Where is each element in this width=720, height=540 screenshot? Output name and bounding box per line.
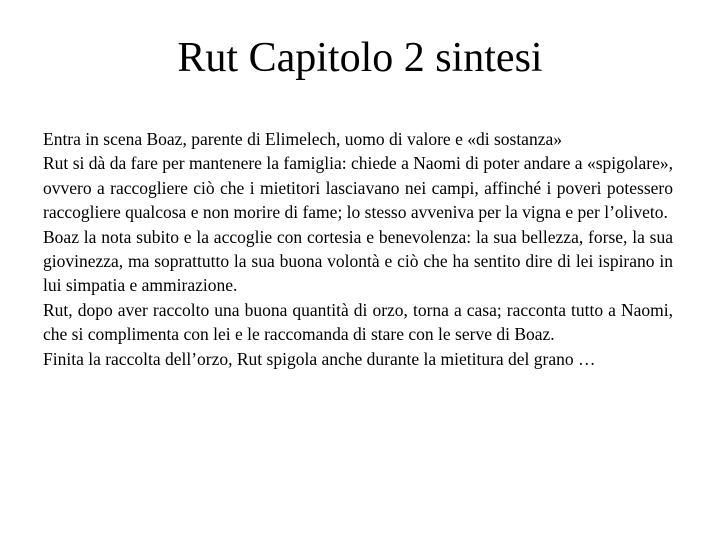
paragraph-spigolare: Rut si dà da fare per mantenere la famiglia: chiede a Naomi di poter andare a «spigolare», ovvero a raccogliere ciò che i mietitori lasciavano nei campi, affinché i poveri potessero raccogliere qualcosa e non morire di fame; lo stesso avveniva per la vigna e per l’oliveto.	[43, 153, 673, 223]
slide-title: Rut Capitolo 2 sintesi	[177, 35, 543, 81]
slide-body	[43, 127, 673, 371]
paragraph-boaz-intro: Entra in scena Boaz, parente di Elimelech, uomo di valore e «di sostanza»	[43, 129, 562, 149]
paragraph-boaz-notices: Boaz la nota subito e la accoglie con cortesia e benevolenza: la sua bellezza, forse, la sua giovinezza, ma soprattutto la sua buona volontà e ciò che ha sentito dire di lei ispirano in lui simpatia e ammirazione.	[43, 226, 673, 296]
paragraph-wheat-harvest: Finita la raccolta dell’orzo, Rut spigola anche durante la mietitura del grano …	[43, 348, 596, 369]
paragraph-return-home: Rut, dopo aver raccolto una buona quantità di orzo, torna a casa; racconta tutto a Naomi, che si complimenta con lei e le raccomanda di stare con le serve di Boaz.	[43, 299, 673, 345]
